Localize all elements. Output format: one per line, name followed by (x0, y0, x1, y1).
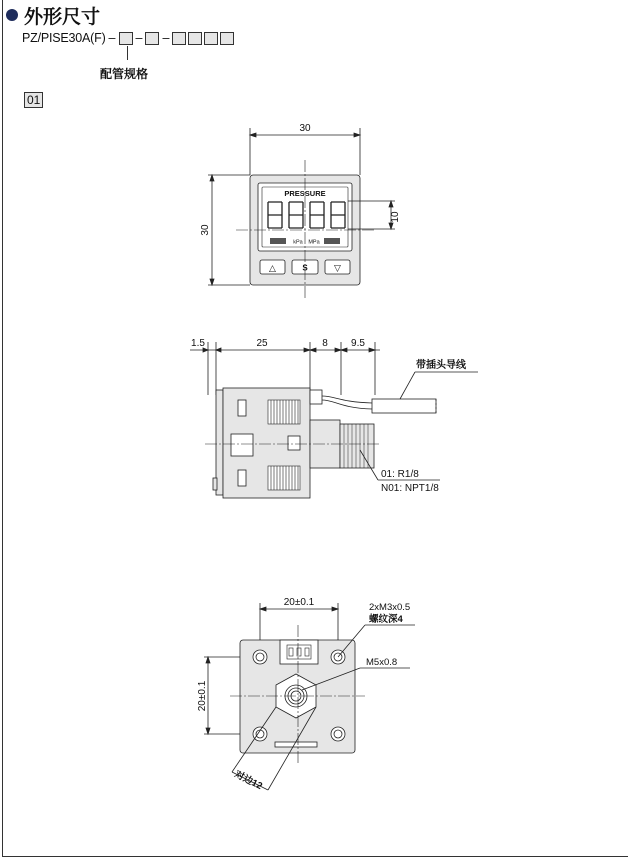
front-height-dim: 30 (200, 224, 211, 236)
option-code-tag: 01 (24, 92, 43, 108)
mount-holes-label: 2xM3x0.5 (369, 602, 411, 613)
set-button-label: S (302, 263, 308, 273)
brand-text: PRESSURE (284, 189, 326, 198)
hole-spacing-v: 20±0.1 (197, 680, 208, 712)
port-thread-label: M5x0.8 (366, 657, 398, 668)
hole-spacing-h: 20±0.1 (283, 597, 315, 608)
heat-fins-top (268, 400, 300, 424)
separator: – (162, 31, 170, 45)
side-view (190, 338, 478, 498)
unit-label-mpa: MPa (308, 239, 320, 246)
connector-label: 带插头导线 (416, 360, 466, 371)
dim-25: 25 (256, 338, 268, 349)
model-prefix: PZ/PISE30A(F) (22, 31, 106, 45)
front-view (200, 123, 401, 298)
up-arrow-icon: △ (269, 263, 276, 273)
dim-1-5: 1.5 (191, 338, 205, 349)
port-label-npt18: N01: NPT1/8 (381, 483, 439, 494)
thread-depth-label: 螺纹深4 (369, 614, 403, 625)
dim-9-5: 9.5 (351, 338, 365, 349)
unit-label-kpa: kPa (293, 239, 303, 246)
dim-8: 8 (322, 338, 328, 349)
connector-socket (287, 645, 311, 659)
page-title: 外形尺寸 (24, 5, 101, 28)
display-height-dim: 10 (390, 211, 401, 223)
across-flats-label: 对边12 (232, 768, 264, 793)
port-label-r18: 01: R1/8 (381, 469, 419, 480)
down-arrow-icon: ▽ (334, 263, 341, 273)
heat-fins-bottom (268, 466, 300, 490)
separator: – (135, 31, 143, 45)
rear-view (197, 597, 415, 792)
separator: – (108, 31, 116, 45)
front-width-dim: 30 (299, 123, 311, 134)
pipe-spec-label: 配管规格 (100, 67, 149, 81)
